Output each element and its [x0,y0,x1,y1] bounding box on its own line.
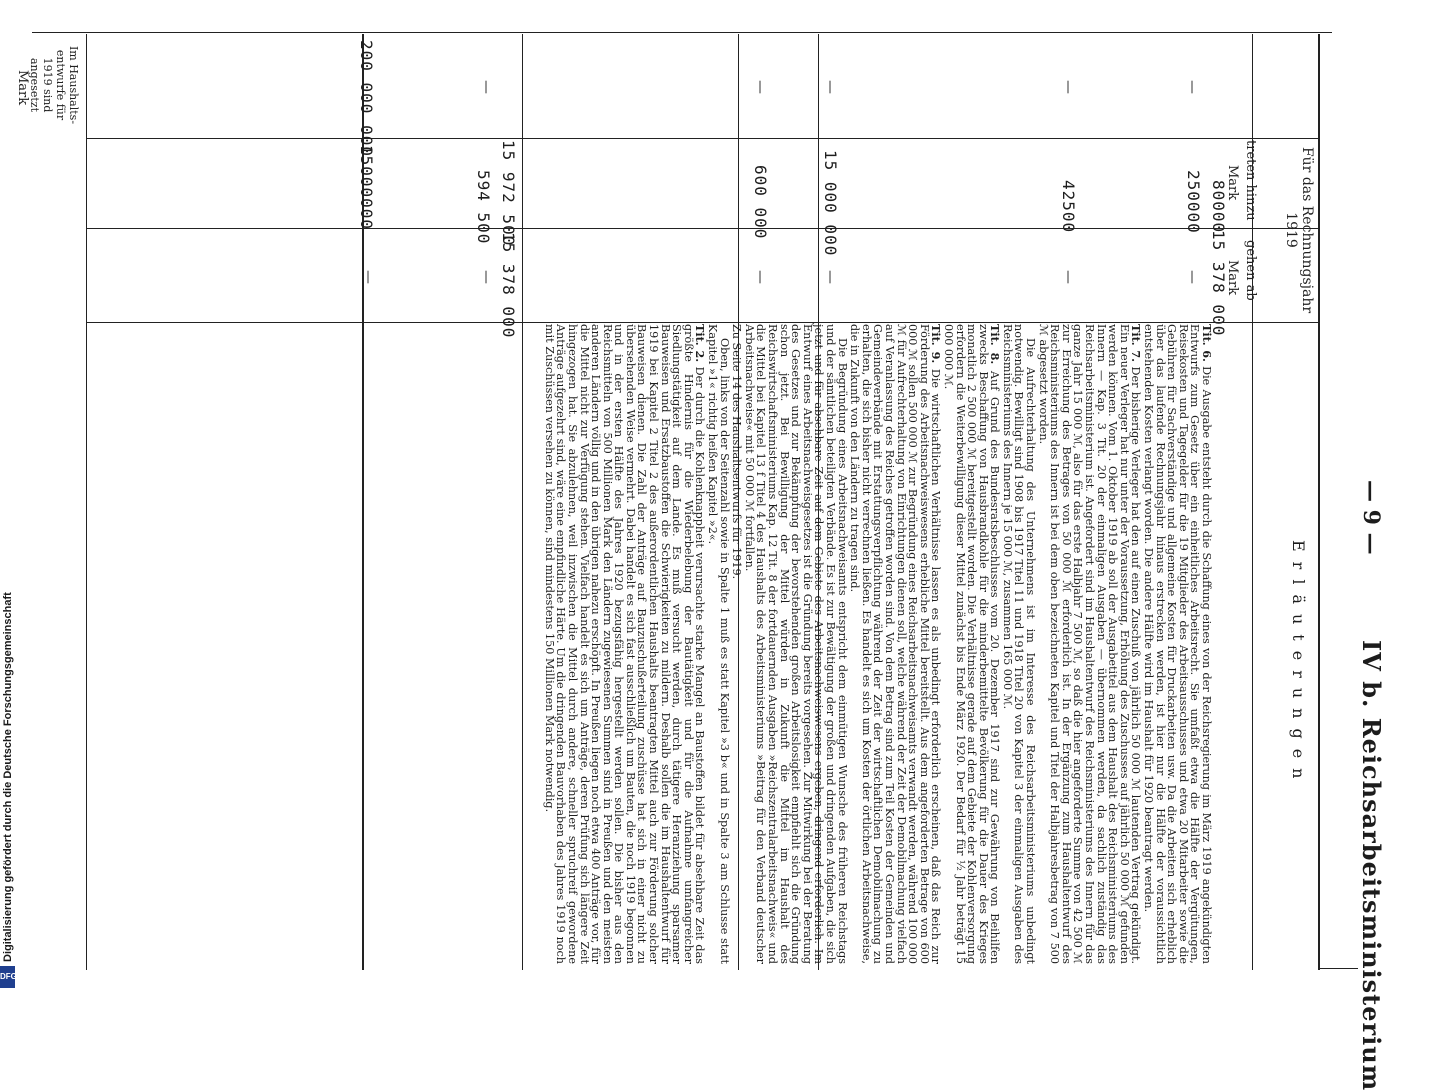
header-rule-1 [86,138,1318,139]
row4-added: 600 000 [751,165,770,240]
table-top-rule [32,32,1332,33]
digitization-credit: Digitalisierung gefördert durch die Deutsche Forschungsgemeinschaft [2,592,14,962]
row2-deducted-dash: — [1060,270,1076,284]
note-label: Zu Seite 14 des Haushaltsentwurfs für 1919. [730,324,744,580]
row1-deducted: 15 378 000 [1209,230,1228,337]
row6-deducted-dash: — [360,270,376,284]
header-deducted-unit: Mark [1225,260,1240,296]
row3-deducted-dash: — [822,270,838,284]
row6-draft: 200 000 000 [357,40,376,157]
header-budget-draft-unit: Mark [15,70,30,106]
row5-added-a: 15 972 500 [499,140,518,247]
header-fiscal-year: Für das Rechnungsjahr 1919 [1283,146,1315,314]
row5-draft-dash: — [478,80,494,94]
table-rule-right [1318,34,1320,970]
title-6-label: Tit. 6. [1200,324,1214,362]
row1-deducted-dash: — [1184,270,1200,284]
title-7-label: Tit. 7. [1129,324,1144,363]
note-text: Oben, links von der Seitenzahl sowie in Spalte 1 muß es statt Kapitel »3 b« und in Spalte 3 am Schlusse statt Kapitel »1« richtig heißen Kapitel »2«. [706,324,731,964]
header-added: treten hinzu [1243,140,1258,221]
header-added-unit: Mark [1225,165,1240,201]
row6-added: 15000000 [357,145,376,231]
row1-draft-dash: — [1184,80,1200,94]
header-deducted: gehen ab [1243,240,1258,301]
row1-added-b: 250000 [1184,170,1203,234]
title-8-label: Tit. 8. [988,324,1003,365]
row2-added: 42500 [1059,180,1078,234]
row4-draft-dash: — [752,80,768,94]
title-9-label: Tit. 9. [929,324,944,364]
header-rule-2 [86,228,1318,229]
row2-draft-dash: — [1060,80,1076,94]
title-7-text: Der bisherige Verleger hat den auf einen Zuschuß von jährlich 50 000 ℳ lautenden Vertrag gekündigt. Ein neuer Verleger hat nur unter der Voraussetzung, Erhöhung des Zuschusses auf jährlich 50 000 ℳ gefunden werden können. Vom 1. Oktober 1919 ab soll der Ausgabetitel aus dem Haushalt des Reichsministeriums des Innern — Kap. 3 Tit. 20 der einmaligen Ausgaben — übernommen werden, da sachlich zuständig das Reichsarbeitsministerium ist. Angefordert sind im Haushaltentwurf des Reichsministeriums des Innern für das ganze Jahr 15 000 ℳ, also für das erste Halbjahr 7 500 ℳ, so daß die hier angeforderte Summe von 42 500 ℳ zur Erreichung des Betrages von 50 000 ℳ erforderlich ist. In der Ergänzung zum Haushaltentwurf des Reichsministeriums des Innern ist bei dem oben bezeichneten Kapitel und Titel der Halbjahresbetrag von 7 500 ℳ abgesetzt worden. [1036,324,1143,964]
page-bottom-rule [1318,968,1358,969]
page-number: — 9 — [1358,480,1384,555]
dfg-logo: DFG [0,966,15,988]
table-rule-3 [522,34,523,970]
page-subtitle: Erläuterungen [1289,540,1308,789]
page-title: IV b. Reichsarbeitsministerium [1357,640,1386,1091]
header-rule-3 [86,322,1318,323]
table-rule-1 [86,34,87,970]
title-2-text: Der durch die Kohlenknappheit verursachte starke Mangel an Baustoffen bildet für absehbare Zeit das größte Hindernis für die Wiederbelebung der Bautätigkeit und für die Aufnahme umfangreicher Siedlungstätigkeit auf dem Lande. Es muß versucht werden, durch tätigere Heranziehung sparsamer Bauweisen und Ersatzbaustoffen die Schwierigkeiten zu mildern. Deshalb sollen die im Haushaltentwurf für 1919 bei Kapitel 2 Titel 2 des außerordentlichen Haushalts beantragten Mittel auch zur Förderung solcher Bauweisen dienen. Die Zahl der Anträge auf Bauzuschußerteilung zuschüsse hat sich in einer nicht zu übersehenden Weise vermehrt. Dabei handelt es sich fast ausschließlich um Bauten, die noch 1919 begonnen und in der ersten Hälfte des Jahres 1920 bezugsfähig hergestellt werden sollen. Die bisher aus den Reichsmitteln von 500 Millionen Mark den Ländern zugewiesenen Summen sind in Preußen und den meisten anderen Ländern völlig und in den übrigen nahezu erschöpft. In Preußen liegen noch etwa 400 Anträge vor, für die Mittel nicht zur Verfügung stehen. Vielfach handelt es sich um Anträge, deren Prüfung sich längere Zeit hingezogen hat. Sie abzulehnen, weil inzwischen die Mittel durch andere, schneller spruchreif gewordene Anträge aufgezehrt sind, wäre eine empfindliche Härte. Um die dringenden Bauvorhaben des Jahres 1919 noch mit Zuschüssen versehen zu können, sind mindestens 150 Millionen Mark notwendig. [542,324,707,964]
row5-deducted: 15 378 000 [499,232,518,339]
title-9-continued: Die Begründung eines Arbeitsnachweisamts entspricht dem einmütigen Wunsche des früheren Reichstags und der sämtlichen beteiligten Verbände. Es ist zur Bewältigung der großen und dringenden Aufgaben, die sich jetzt und für absehbare Zeit auf dem Gebiete des Arbeitsnachweiswesens ergeben, dringend erforderlich. Im Entwurf eines Arbeitsnachweisgesetzes ist die Gründung bereits vorgesehen. Zur Mitwirkung bei der Beratung des Gesetzes und zur Bekämpfung der bevorstehenden großen Arbeitslosigkeit empfiehlt sich die Gründung schon jetzt. Bei Bewilligung der Mittel würden in Zukunft die Mittel im Haushalt des Reichswirtschaftsministeriums Kap. 12 Tit. 8 der fortdauernden Ausgaben »Reichszentralarbeitsnachweis« und die Mittel bei Kapitel 13 f Titel 4 des Haushalts des Arbeitsministeriums »Beitrag für den Verband deutscher Arbeitsnachweise« mit 50 000 ℳ fortfallen. [742,324,849,964]
row3-draft-dash: — [822,80,838,94]
row3-added: 15 000 000 [821,150,840,257]
title-6-text: Die Ausgabe entsteht durch die Schaffung eines von der Reichsregierung im März 1919 angekündigten Entwurfs zum Gesetz über ein einheitliches Arbeitsrecht. Sie umfaßt etwa die Hälfte der Vergütungen, Reisekosten und Tagegelder für die 19 Mitglieder des Arbeitsausschusses und etwa 20 Mitarbeiter sowie die Gebühren für Sachverständige und allgemeine Kosten für Druckarbeiten usw. Da die Arbeiten sich erheblich über das laufende Rechnungsjahr hinaus erstrecken werden, ist hier nur die Hälfte der voraussichtlich entstehenden Kosten verlangt worden. Die andere Hälfte wird im Haushalt für 1920 beantragt werden. [1142,324,1213,964]
row4-deducted-dash: — [752,270,768,284]
row5-added-b: 594 500 [474,170,493,245]
header-budget-draft: Im Haushalts-entwurfe für 1919 sind angesetzt [28,45,80,125]
title-2-label: Tit. 2. [693,324,708,363]
title-7-continued: Die Aufrechterhaltung des Unternehmens ist im Interesse des Reichsarbeitsministeriums unbedingt notwendig. Bewilligt sind 1908 bis 1917 Titel 11 und 1918 Titel 20 von Kapitel 3 der einmaligen Ausgaben des Reichsministeriums des Innern je 15 000 ℳ, zusammen 165 000 ℳ. [1000,324,1038,964]
row5-deducted-dash: — [478,270,494,284]
title-8-text: Auf Grund des Bundesratsbeschlusses vom 20. Dezember 1917 sind zur Gewährung von Beihilfen zwecks Beschaffung von Hausbrandkohle für die minderbemittelte Bevölkerung für die Dauer des Krieges monatlich 2 500 000 ℳ bereitgestellt worden. Die Verhältnisse gerade auf dem Gebiete der Kohlenversorgung erfordern die Weiterbewilligung dieser Mittel zunächst bis Ende März 1920. Der Bedarf für ½ Jahr beträgt 15 000 000 ℳ. [941,324,1002,964]
title-9-text: Die wirtschaftlichen Verhältnisse lassen es als unbedingt erforderlich erscheinen, daß das Reich zur Förderung des Arbeitsnachweiswesens erhebliche Mittel bereitstellt. Aus dem angeforderten Betrage von 600 000 ℳ sollen 500 000 ℳ zur Begründung eines Reichsarbeitsnachweisamts verwandt werden, während 100 000 ℳ für Aufrechterhaltung von Einrichtungen dienen soll, welche während der Zeit der Demobilmachung vielfach auf Veranlassung des Reiches getroffen worden sind. Von dem Betrag sind zum Teil Kosten der Gemeinden und Gemeindeverbände mit Erstattungsverpflichtung während der Zeit der wirtschaftlichen Demobilmachung zu erhalten, die sich bisher nicht verrechnen ließen. Es handelt es sich um Kosten der örtlichen Arbeitsnachweise, die in Zukunft von den Ländern zu tragen sind. [848,324,943,964]
explanations-body [542,324,1212,964]
row1-added-a: 80000 [1209,180,1228,234]
